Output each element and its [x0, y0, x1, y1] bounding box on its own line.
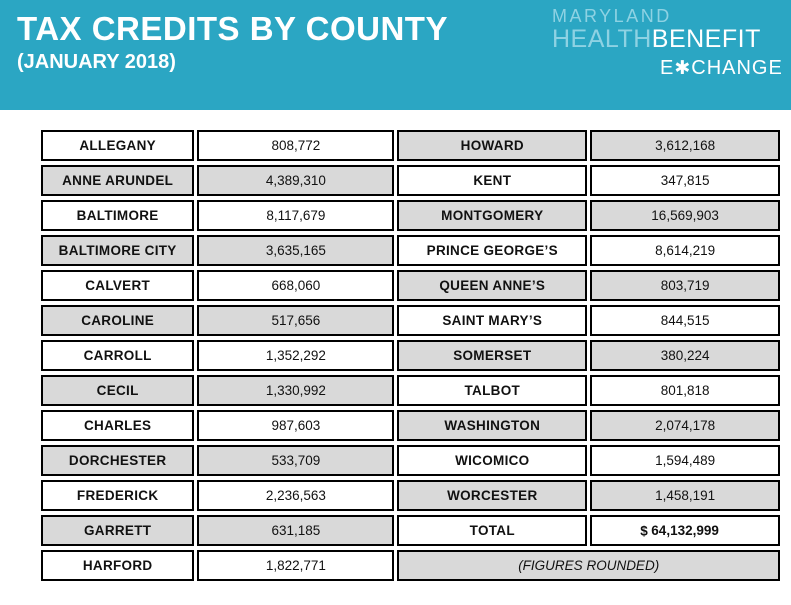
value-cell: 2,236,563: [197, 480, 394, 511]
currency-symbol: $: [640, 523, 648, 538]
county-cell: QUEEN ANNE’S: [397, 270, 587, 301]
county-cell: KENT: [397, 165, 587, 196]
logo-maryland: MARYLAND: [552, 6, 672, 26]
value-cell: 668,060: [197, 270, 394, 301]
table-row: [41, 550, 780, 581]
page-subtitle: (JANUARY 2018): [17, 51, 176, 73]
total-amount: 64,132,999: [651, 523, 719, 538]
county-cell: ANNE ARUNDEL: [41, 165, 194, 196]
county-cell: CALVERT: [41, 270, 194, 301]
value-cell: 1,822,771: [197, 550, 394, 581]
value-cell: 517,656: [197, 305, 394, 336]
total-label-cell: TOTAL: [397, 515, 587, 546]
value-cell: 803,719: [590, 270, 780, 301]
logo-benefit: BENEFIT: [651, 25, 761, 53]
value-cell: 533,709: [197, 445, 394, 476]
county-cell: PRINCE GEORGE’S: [397, 235, 587, 266]
county-cell: CAROLINE: [41, 305, 194, 336]
county-cell: BALTIMORE CITY: [41, 235, 194, 266]
county-cell: WORCESTER: [397, 480, 587, 511]
logo-exchange-rest: CHANGE: [691, 57, 783, 79]
county-cell: CECIL: [41, 375, 194, 406]
logo-exchange: [660, 57, 783, 80]
figures-rounded-note: (FIGURES ROUNDED): [397, 550, 780, 581]
value-cell: 1,352,292: [197, 340, 394, 371]
value-cell: 2,074,178: [590, 410, 780, 441]
tax-credits-table: [38, 126, 783, 585]
table-row: [41, 165, 780, 196]
table-row: [41, 235, 780, 266]
value-cell: 8,117,679: [197, 200, 394, 231]
value-cell: 801,818: [590, 375, 780, 406]
value-cell: 4,389,310: [197, 165, 394, 196]
county-cell: MONTGOMERY: [397, 200, 587, 231]
value-cell: 8,614,219: [590, 235, 780, 266]
tax-credits-table-wrap: [38, 126, 783, 585]
header-banner: [0, 0, 791, 110]
exchange-star-icon: ✱: [674, 58, 692, 79]
county-cell: WASHINGTON: [397, 410, 587, 441]
value-cell: 3,612,168: [590, 130, 780, 161]
value-cell: 987,603: [197, 410, 394, 441]
table-row: [41, 130, 780, 161]
table-row: [41, 340, 780, 371]
table-row: [41, 270, 780, 301]
title-block: [17, 10, 448, 74]
value-cell: 808,772: [197, 130, 394, 161]
county-cell: CHARLES: [41, 410, 194, 441]
value-cell: 1,594,489: [590, 445, 780, 476]
county-cell: TALBOT: [397, 375, 587, 406]
county-cell: SAINT MARY’S: [397, 305, 587, 336]
value-cell: 1,458,191: [590, 480, 780, 511]
table-row: [41, 200, 780, 231]
county-cell: CARROLL: [41, 340, 194, 371]
table-row: [41, 375, 780, 406]
county-cell: SOMERSET: [397, 340, 587, 371]
county-cell: FREDERICK: [41, 480, 194, 511]
table-row: [41, 410, 780, 441]
table-row: [41, 480, 780, 511]
value-cell: 631,185: [197, 515, 394, 546]
table-row: [41, 305, 780, 336]
county-cell: WICOMICO: [397, 445, 587, 476]
value-cell: 16,569,903: [590, 200, 780, 231]
county-cell: ALLEGANY: [41, 130, 194, 161]
logo-exchange-e: E: [660, 57, 675, 79]
county-cell: BALTIMORE: [41, 200, 194, 231]
county-cell: GARRETT: [41, 515, 194, 546]
county-cell: DORCHESTER: [41, 445, 194, 476]
county-cell: HARFORD: [41, 550, 194, 581]
value-cell: 347,815: [590, 165, 780, 196]
value-cell: 844,515: [590, 305, 780, 336]
logo-health: HEALTH: [552, 25, 652, 53]
value-cell: 1,330,992: [197, 375, 394, 406]
total-value-cell: [590, 515, 780, 546]
mhbe-logo: [552, 7, 783, 80]
value-cell: 3,635,165: [197, 235, 394, 266]
value-cell: 380,224: [590, 340, 780, 371]
page-title: TAX CREDITS BY COUNTY: [17, 10, 448, 47]
county-cell: HOWARD: [397, 130, 587, 161]
table-row: [41, 445, 780, 476]
logo-healthbenefit: [552, 26, 783, 53]
table-row: [41, 515, 780, 546]
